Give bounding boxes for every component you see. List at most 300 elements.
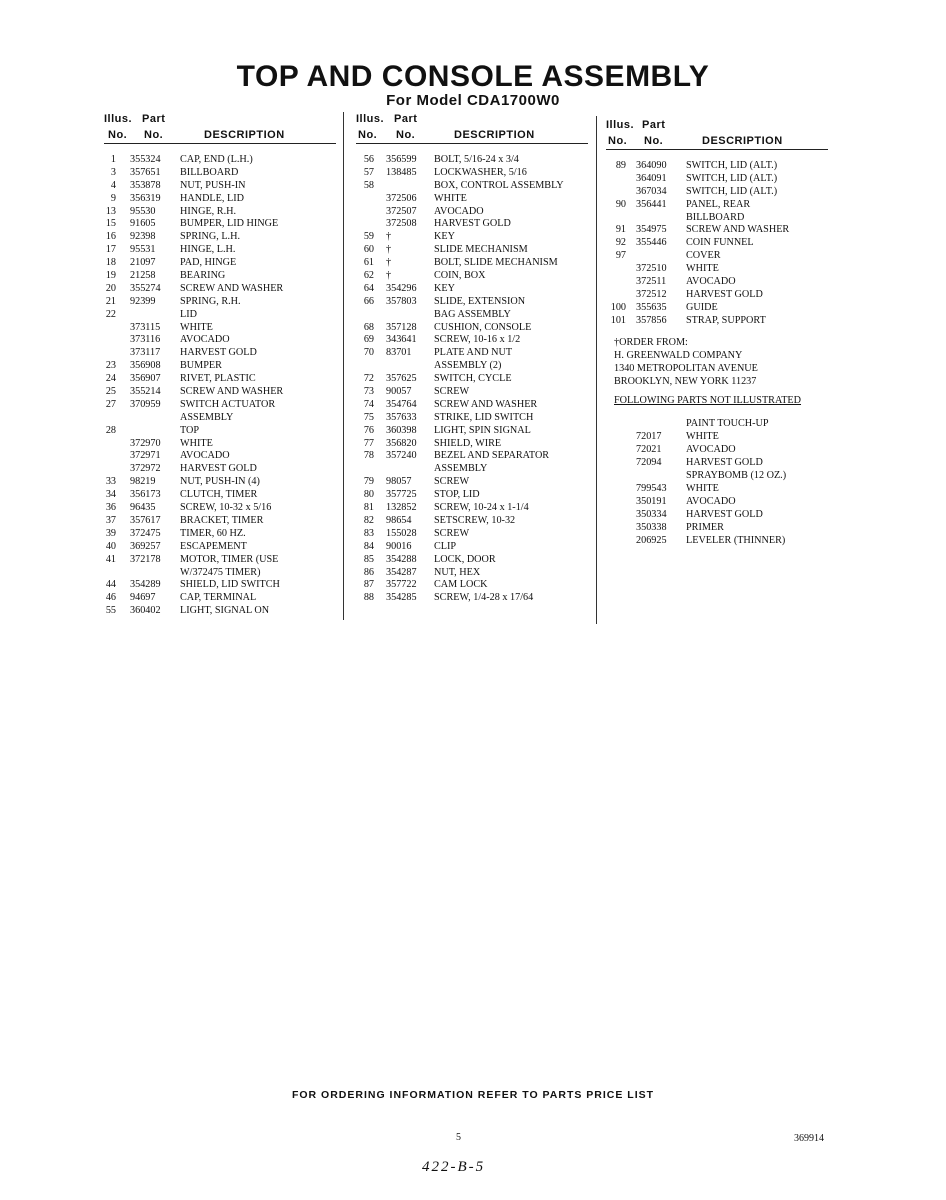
part-number: 132852	[386, 502, 417, 514]
part-number: 95530	[130, 205, 156, 217]
part-number: 372971	[130, 450, 161, 462]
part-description: HARVEST GOLD	[434, 218, 511, 230]
illus-number: 72	[363, 373, 374, 385]
parts-row	[606, 160, 828, 173]
part-description: PAD, HINGE	[180, 257, 237, 269]
illus-number: 40	[105, 540, 116, 552]
page-number: 5	[456, 1132, 461, 1143]
part-description: WHITE	[180, 437, 213, 449]
part-number: 355635	[636, 301, 667, 313]
header-part: Part	[642, 119, 666, 131]
part-number: 372475	[130, 527, 161, 539]
parts-row	[104, 309, 336, 322]
not-illustrated-row	[614, 456, 828, 469]
part-number: 356908	[130, 360, 161, 372]
illus-number: 79	[363, 476, 374, 488]
header-rule	[606, 149, 828, 150]
parts-row	[356, 257, 588, 270]
parts-row	[356, 541, 588, 554]
part-number: 354285	[386, 592, 417, 604]
parts-row	[104, 489, 336, 502]
part-description: ASSEMBLY	[434, 463, 488, 475]
part-description: RIVET, PLASTIC	[180, 373, 256, 385]
parts-row	[356, 347, 588, 360]
handwritten-note: 422-B-5	[422, 1159, 486, 1175]
part-description: HARVEST GOLD	[686, 288, 763, 300]
parts-row	[356, 528, 588, 541]
part-description: HINGE, R.H.	[180, 205, 237, 217]
order-from-line: H. GREENWALD COMPANY	[614, 349, 743, 361]
part-number: 355446	[636, 237, 667, 249]
illus-number: 37	[105, 514, 116, 526]
part-description: SWITCH, CYCLE	[434, 373, 512, 385]
illus-number: 18	[105, 257, 116, 269]
part-description: SCREW, 10-24 x 1-1/4	[434, 502, 529, 514]
part-description: AVOCADO	[686, 276, 736, 288]
column-divider	[596, 116, 597, 624]
part-description: CLUTCH, TIMER	[180, 489, 258, 501]
part-number: †	[386, 257, 392, 269]
parts-row	[104, 206, 336, 219]
parts-row	[104, 244, 336, 257]
illus-number: 60	[363, 244, 374, 256]
parts-row	[606, 250, 828, 263]
part-description: SCREW AND WASHER	[686, 224, 790, 236]
part-description: ASSEMBLY (2)	[434, 360, 502, 372]
part-description: AVOCADO	[686, 443, 736, 455]
illus-number: 64	[363, 282, 374, 294]
illus-number: 101	[610, 314, 626, 326]
part-description: WHITE	[686, 430, 719, 442]
header-rule	[356, 143, 588, 144]
part-description: SLIDE MECHANISM	[434, 244, 528, 256]
part-description: SCREW, 10-16 x 1/2	[434, 334, 521, 346]
not-illustrated-row	[614, 534, 828, 547]
illus-number: 85	[363, 553, 374, 565]
illus-number: 62	[363, 270, 374, 282]
part-number: 354296	[386, 282, 417, 294]
illus-number: 86	[363, 566, 374, 578]
part-number: 357625	[386, 373, 417, 385]
document-number: 369914	[794, 1133, 824, 1144]
part-description: HARVEST GOLD	[686, 508, 763, 520]
illus-number: 23	[105, 360, 116, 372]
parts-row	[104, 605, 336, 618]
illus-number: 66	[363, 295, 374, 307]
part-description: BOX, CONTROL ASSEMBLY	[434, 179, 564, 191]
parts-row	[606, 276, 828, 289]
part-description: BEZEL AND SEPARATOR	[434, 450, 550, 462]
illus-number: 21	[105, 295, 116, 307]
parts-row	[104, 412, 336, 425]
part-number: 356319	[130, 192, 161, 204]
part-description: HARVEST GOLD	[180, 463, 257, 475]
parts-row	[356, 167, 588, 180]
parts-row	[356, 360, 588, 373]
header-part: Part	[394, 113, 418, 125]
part-description: PANEL, REAR	[686, 198, 751, 210]
part-number: 83701	[386, 347, 412, 359]
parts-row	[606, 224, 828, 237]
part-description: KEY	[434, 282, 455, 294]
parts-row	[104, 438, 336, 451]
part-description: SLIDE, EXTENSION	[434, 295, 526, 307]
not-illustrated-row	[614, 430, 828, 443]
part-description: SCREW	[434, 476, 470, 488]
part-description: SCREW, 1/4-28 x 17/64	[434, 592, 534, 604]
parts-row	[104, 193, 336, 206]
illus-number: 58	[363, 179, 374, 191]
part-description: LOCK, DOOR	[434, 553, 496, 565]
part-number: 372178	[130, 553, 161, 565]
not-illustrated-block	[614, 394, 828, 546]
part-number: 21258	[130, 270, 156, 282]
header-rule	[104, 143, 336, 144]
part-description: AVOCADO	[686, 495, 736, 507]
part-description: WHITE	[686, 482, 719, 494]
illus-number: 75	[363, 411, 374, 423]
header-no: No.	[358, 129, 378, 141]
parts-row	[356, 334, 588, 347]
part-number: 357803	[386, 295, 417, 307]
part-number: 355274	[130, 282, 161, 294]
part-description: ASSEMBLY	[180, 411, 234, 423]
parts-row	[356, 579, 588, 592]
parts-row	[356, 309, 588, 322]
illus-number: 69	[363, 334, 374, 346]
illus-number: 1	[110, 154, 116, 165]
part-description: SWITCH ACTUATOR	[180, 398, 276, 410]
part-description: BOLT, SLIDE MECHANISM	[434, 257, 558, 269]
parts-row	[356, 567, 588, 580]
part-description: SETSCREW, 10-32	[434, 514, 516, 526]
illus-number: 27	[105, 398, 116, 410]
part-number: 357722	[386, 579, 417, 591]
part-number: †	[386, 231, 392, 243]
illus-number: 39	[105, 527, 116, 539]
parts-row	[104, 450, 336, 463]
parts-column-1	[104, 110, 336, 618]
part-description: SWITCH, LID (ALT.)	[686, 160, 778, 171]
part-description: TIMER, 60 HZ.	[180, 527, 246, 539]
parts-row	[104, 579, 336, 592]
not-illustrated-row	[614, 469, 828, 482]
parts-row	[356, 592, 588, 605]
part-description: SCREW, 10-32 x 5/16	[180, 502, 272, 514]
part-description: W/372475 TIMER)	[180, 566, 261, 578]
part-description: SCREW	[434, 527, 470, 539]
part-description: PLATE AND NUT	[434, 347, 513, 359]
parts-row	[356, 386, 588, 399]
parts-row	[104, 463, 336, 476]
part-description: STOP, LID	[434, 489, 480, 501]
illus-number: 56	[363, 154, 374, 165]
parts-row	[104, 218, 336, 231]
part-number: 355324	[130, 154, 161, 165]
illus-number: 88	[363, 592, 374, 604]
part-number: 72094	[636, 456, 662, 468]
parts-row	[104, 386, 336, 399]
illus-number: 55	[105, 605, 116, 617]
part-description: WHITE	[434, 192, 467, 204]
part-number: 92399	[130, 295, 156, 307]
part-number: 357128	[386, 321, 417, 333]
part-description: KEY	[434, 231, 455, 243]
illus-number: 100	[610, 301, 626, 313]
part-number: 356820	[386, 437, 417, 449]
parts-row	[606, 302, 828, 315]
parts-row	[356, 270, 588, 283]
part-number: 372510	[636, 263, 667, 275]
parts-row	[104, 347, 336, 360]
illus-number: 17	[105, 244, 116, 256]
part-description: HARVEST GOLD	[180, 347, 257, 359]
parts-column-2	[356, 110, 588, 605]
parts-row	[104, 373, 336, 386]
parts-row	[104, 567, 336, 580]
part-number: †	[386, 270, 392, 282]
part-number: 360402	[130, 605, 161, 617]
header-no: No.	[608, 135, 628, 147]
part-description: COIN, BOX	[434, 270, 486, 282]
part-number: 90057	[386, 386, 412, 398]
part-number: 356599	[386, 154, 417, 165]
part-description: PRIMER	[686, 521, 724, 533]
part-number: 357633	[386, 411, 417, 423]
part-description: HINGE, L.H.	[180, 244, 236, 256]
part-description: SCREW AND WASHER	[434, 398, 538, 410]
part-description: TOP	[180, 424, 200, 436]
part-description: LEVELER (THINNER)	[686, 534, 786, 546]
illus-number: 16	[105, 231, 116, 243]
parts-row	[356, 554, 588, 567]
header-illus: Illus.	[606, 119, 635, 131]
illus-number: 80	[363, 489, 374, 501]
part-number: 372507	[386, 205, 417, 217]
part-description: SPRING, R.H.	[180, 295, 241, 307]
part-description: SHIELD, WIRE	[434, 437, 502, 449]
part-number: 354287	[386, 566, 417, 578]
parts-row	[356, 231, 588, 244]
header-part-no: No.	[644, 135, 664, 147]
illus-number: 76	[363, 424, 374, 436]
parts-row	[606, 186, 828, 199]
illus-number: 90	[615, 198, 626, 210]
header-part-no: No.	[396, 129, 416, 141]
part-number: 350334	[636, 508, 667, 520]
part-description: STRAP, SUPPORT	[686, 314, 766, 326]
parts-row	[356, 502, 588, 515]
parts-row	[356, 218, 588, 231]
part-description: LIGHT, SIGNAL ON	[180, 605, 270, 617]
parts-row	[104, 515, 336, 528]
part-description: COIN FUNNEL	[686, 237, 754, 249]
part-number: 372512	[636, 288, 667, 300]
part-number: 799543	[636, 482, 667, 494]
part-description: BEARING	[180, 270, 226, 282]
illus-number: 46	[105, 592, 116, 604]
parts-row	[606, 199, 828, 212]
part-description: NUT, HEX	[434, 566, 481, 578]
part-description: WHITE	[180, 321, 213, 333]
part-number: 95531	[130, 244, 156, 256]
part-description: NUT, PUSH-IN	[180, 179, 246, 191]
part-number: 98057	[386, 476, 412, 488]
part-number: 350338	[636, 521, 667, 533]
order-from-line: BROOKLYN, NEW YORK 11237	[614, 375, 757, 387]
part-description: BAG ASSEMBLY	[434, 308, 511, 320]
part-number: 372506	[386, 192, 417, 204]
part-number: 370959	[130, 398, 161, 410]
part-number: 21097	[130, 257, 156, 269]
parts-row	[356, 412, 588, 425]
illus-number: 44	[105, 579, 116, 591]
part-number: 354764	[386, 398, 417, 410]
parts-row	[356, 476, 588, 489]
part-number: 356441	[636, 198, 667, 210]
part-description: CAP, TERMINAL	[180, 592, 257, 604]
illus-number: 9	[110, 192, 116, 204]
illus-number: 70	[363, 347, 374, 359]
illus-number: 15	[105, 218, 116, 230]
part-description: BRACKET, TIMER	[180, 514, 264, 526]
parts-row	[104, 541, 336, 554]
part-description: COVER	[686, 250, 721, 262]
part-description: STRIKE, LID SWITCH	[434, 411, 534, 423]
page-title: TOP AND CONSOLE ASSEMBLY	[236, 60, 710, 93]
parts-row	[356, 322, 588, 335]
part-number: 354288	[386, 553, 417, 565]
column-header	[606, 116, 828, 150]
header-description: DESCRIPTION	[702, 135, 783, 147]
illus-number: 34	[105, 489, 116, 501]
part-number: 98654	[386, 514, 412, 526]
parts-row	[606, 173, 828, 186]
part-number: 72017	[636, 430, 662, 442]
header-illus: Illus.	[104, 113, 133, 125]
order-from-heading: †ORDER FROM:	[614, 336, 688, 348]
part-number: 94697	[130, 592, 156, 604]
part-number: 364091	[636, 172, 667, 184]
part-description: BOLT, 5/16-24 x 3/4	[434, 154, 519, 165]
illus-number: 82	[363, 514, 374, 526]
part-description: LID	[180, 308, 197, 320]
illus-number: 68	[363, 321, 374, 333]
part-number: 354975	[636, 224, 667, 236]
header-no: No.	[108, 129, 128, 141]
parts-row	[104, 167, 336, 180]
part-description: SPRING, L.H.	[180, 231, 241, 243]
ordering-footer: FOR ORDERING INFORMATION REFER TO PARTS PRICE LIST	[291, 1089, 655, 1101]
part-number: 343641	[386, 334, 417, 346]
parts-row	[356, 463, 588, 476]
parts-row	[104, 554, 336, 567]
part-number: 357240	[386, 450, 417, 462]
parts-row	[104, 231, 336, 244]
part-number: 92398	[130, 231, 156, 243]
not-illustrated-row	[614, 521, 828, 534]
order-from-block	[614, 336, 828, 388]
parts-row	[104, 476, 336, 489]
parts-row	[104, 322, 336, 335]
parts-row	[606, 289, 828, 302]
part-number: 354289	[130, 579, 161, 591]
part-number: 206925	[636, 534, 667, 546]
parts-row	[104, 399, 336, 412]
illus-number: 92	[615, 237, 626, 249]
parts-row	[104, 592, 336, 605]
parts-row	[606, 237, 828, 250]
part-number: 369257	[130, 540, 161, 552]
part-number: 367034	[636, 185, 667, 197]
illus-number: 20	[105, 282, 116, 294]
parts-row	[104, 334, 336, 347]
illus-number: 57	[363, 166, 374, 178]
parts-row	[606, 212, 828, 225]
parts-row	[104, 270, 336, 283]
illus-number: 33	[105, 476, 116, 488]
illus-number: 83	[363, 527, 374, 539]
parts-row	[356, 450, 588, 463]
part-description: CUSHION, CONSOLE	[434, 321, 532, 333]
part-number: 357725	[386, 489, 417, 501]
part-description: CAP, END (L.H.)	[180, 154, 253, 165]
illus-number: 24	[105, 373, 116, 385]
not-illustrated-row	[614, 443, 828, 456]
part-number: 96435	[130, 502, 156, 514]
parts-row	[356, 296, 588, 309]
illus-number: 22	[105, 308, 116, 320]
parts-row	[104, 502, 336, 515]
illus-number: 73	[363, 386, 374, 398]
illus-number: 13	[105, 205, 116, 217]
not-illustrated-row	[614, 417, 828, 430]
part-description: ESCAPEMENT	[180, 540, 247, 552]
part-number: 350191	[636, 495, 667, 507]
part-description: SCREW AND WASHER	[180, 282, 284, 294]
page-subtitle: For Model CDA1700W0	[386, 92, 560, 109]
column-header	[356, 110, 588, 144]
part-number: 373117	[130, 347, 161, 359]
illus-number: 28	[105, 424, 116, 436]
not-illustrated-row	[614, 508, 828, 521]
header-description: DESCRIPTION	[204, 129, 285, 141]
parts-column-3	[606, 110, 828, 546]
part-description: AVOCADO	[180, 334, 230, 346]
parts-row	[104, 528, 336, 541]
part-number: 372511	[636, 276, 667, 288]
parts-row	[356, 515, 588, 528]
illus-number: 81	[363, 502, 374, 514]
part-description: PAINT TOUCH-UP	[686, 417, 769, 429]
part-number: 373115	[130, 321, 161, 333]
parts-row	[356, 154, 588, 167]
part-description: LOCKWASHER, 5/16	[434, 166, 527, 178]
part-description: BILLBOARD	[686, 211, 745, 223]
illus-number: 84	[363, 540, 374, 552]
parts-row	[356, 180, 588, 193]
part-number: 364090	[636, 160, 667, 171]
order-from-line: 1340 METROPOLITAN AVENUE	[614, 362, 758, 374]
header-part: Part	[142, 113, 166, 125]
part-description: SHIELD, LID SWITCH	[180, 579, 280, 591]
illus-number: 89	[615, 160, 626, 171]
column-divider	[343, 112, 344, 620]
illus-number: 74	[363, 398, 374, 410]
illus-number: 41	[105, 553, 116, 565]
part-description: SPRAYBOMB (12 OZ.)	[686, 469, 787, 481]
part-description: BUMPER, LID HINGE	[180, 218, 279, 230]
